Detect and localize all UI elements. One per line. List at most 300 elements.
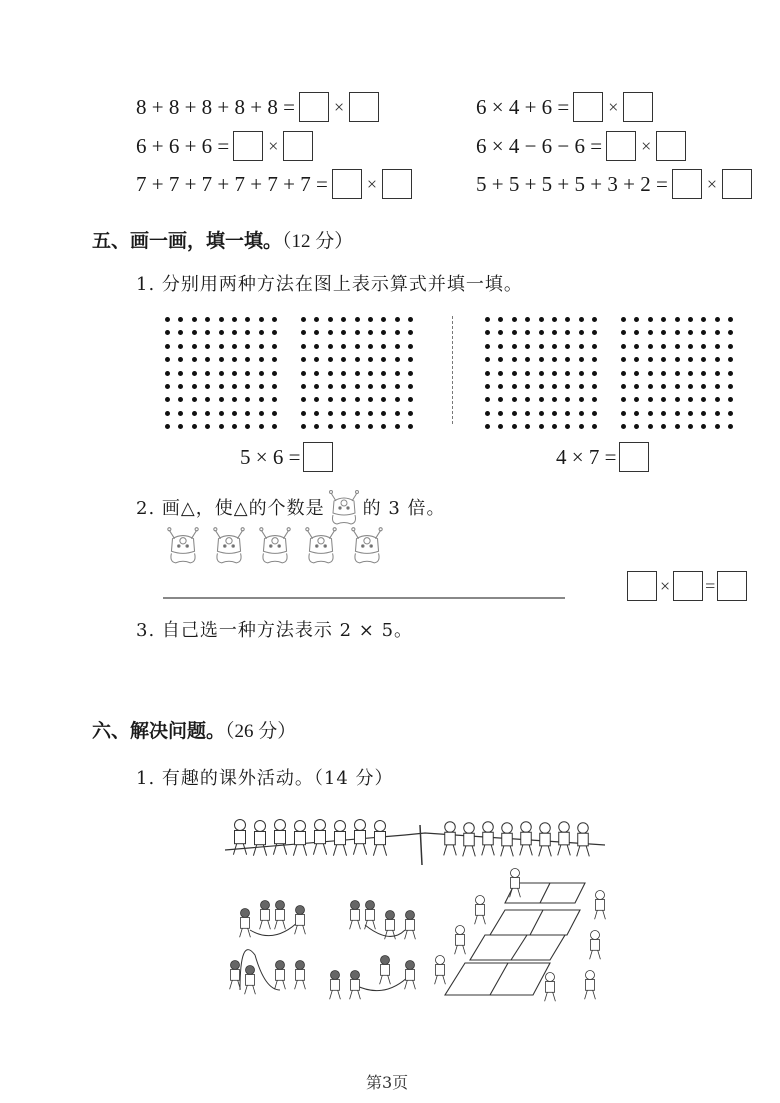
grid-dot — [395, 330, 400, 335]
grid-dot — [539, 411, 544, 416]
grid-dot — [272, 344, 277, 349]
person-icon — [577, 823, 590, 857]
grid-dot — [661, 397, 666, 402]
grid-dot — [165, 357, 170, 362]
grid-dot — [512, 411, 517, 416]
answer-box[interactable] — [573, 92, 603, 122]
grid-dot — [552, 330, 557, 335]
grid-dot — [272, 384, 277, 389]
grid-dot — [232, 424, 237, 429]
grid-dot — [485, 330, 490, 335]
grid-dot — [314, 397, 319, 402]
person-icon — [350, 971, 361, 1000]
person-icon — [333, 821, 346, 856]
grid-dot — [648, 411, 653, 416]
grid-dot — [552, 397, 557, 402]
grid-dot — [592, 344, 597, 349]
grid-dot — [498, 384, 503, 389]
grid-dot — [368, 371, 373, 376]
answer-box[interactable] — [283, 131, 313, 161]
grid-dot — [565, 384, 570, 389]
grid-dot — [314, 357, 319, 362]
grid-dot — [715, 424, 720, 429]
person-icon — [365, 901, 376, 930]
grid-dot — [408, 344, 413, 349]
grid-dot — [525, 397, 530, 402]
grid-dot — [565, 317, 570, 322]
equation-expression: 6 + 6 + 6 = — [136, 133, 230, 158]
grid-dot — [592, 330, 597, 335]
grid-dot — [512, 424, 517, 429]
answer-line[interactable] — [163, 597, 565, 599]
mascot-icon — [301, 524, 341, 566]
grid-dot — [634, 384, 639, 389]
answer-box[interactable] — [606, 131, 636, 161]
grid-dot — [715, 371, 720, 376]
grid-dot — [728, 344, 733, 349]
question-label: 1. 分别用两种方法在图上表示算式并填一填。 — [136, 274, 523, 295]
grid-dot — [395, 317, 400, 322]
grid-dot — [355, 317, 360, 322]
grid-dot — [621, 424, 626, 429]
grid-dot — [381, 344, 386, 349]
divider-dashed — [452, 316, 453, 424]
grid-dot — [579, 330, 584, 335]
answer-box[interactable] — [332, 169, 362, 199]
grid-dot — [552, 424, 557, 429]
grid-dot — [661, 424, 666, 429]
mascot-icon — [325, 487, 363, 527]
grid-dot — [661, 384, 666, 389]
grid-dot — [178, 411, 183, 416]
grid-dot — [395, 397, 400, 402]
person-icon — [482, 822, 495, 856]
grid-dot — [245, 371, 250, 376]
grid-dot — [634, 344, 639, 349]
grid-dot — [634, 330, 639, 335]
grid-dot — [328, 371, 333, 376]
grid-dot — [565, 357, 570, 362]
grid-dot — [341, 411, 346, 416]
grid-dot — [178, 357, 183, 362]
grid-dot — [579, 397, 584, 402]
question-text: 2. 画△，使△的个数是 — [136, 498, 325, 519]
person-icon — [520, 822, 533, 856]
grid-dot — [621, 317, 626, 322]
person-icon — [273, 820, 286, 855]
activity-illustration — [215, 805, 615, 1005]
grid-dot — [498, 411, 503, 416]
grid-dot — [381, 397, 386, 402]
answer-box[interactable] — [673, 571, 703, 601]
grid-dot — [408, 411, 413, 416]
grid-dot — [485, 384, 490, 389]
grid-dot — [205, 330, 210, 335]
equation-row — [476, 131, 686, 161]
grid-dot — [328, 424, 333, 429]
person-icon — [475, 896, 486, 925]
grid-dot — [661, 411, 666, 416]
person-icon — [275, 961, 286, 990]
grid-dot — [552, 344, 557, 349]
grid-dot — [301, 397, 306, 402]
grid-dot — [272, 330, 277, 335]
grid-dot — [579, 371, 584, 376]
grid-dot — [512, 330, 517, 335]
person-icon — [545, 973, 556, 1002]
grid-dot — [408, 330, 413, 335]
grid-dot — [219, 344, 224, 349]
person-icon — [590, 931, 601, 960]
grid-dot — [178, 371, 183, 376]
grid-dot — [525, 330, 530, 335]
grid-dot — [701, 411, 706, 416]
grid-dot — [565, 424, 570, 429]
grid-dot — [259, 330, 264, 335]
grid-dot — [728, 330, 733, 335]
grid-dot — [368, 411, 373, 416]
times-sign: × — [660, 575, 671, 596]
times-sign: × — [333, 96, 345, 117]
grid-dot — [621, 330, 626, 335]
answer-box[interactable] — [299, 92, 329, 122]
grid-dot — [648, 371, 653, 376]
grid-dot — [688, 397, 693, 402]
grid-dot — [485, 344, 490, 349]
person-icon — [260, 901, 271, 930]
grid-dot — [715, 344, 720, 349]
section-points: （26 分） — [225, 721, 297, 742]
grid-dot — [539, 357, 544, 362]
grid-dot — [328, 330, 333, 335]
mascot-icon — [255, 524, 295, 566]
grid-dot — [165, 397, 170, 402]
mascot-icon — [209, 524, 249, 566]
grid-dot — [525, 344, 530, 349]
grid-dot — [579, 411, 584, 416]
grid-dot — [539, 317, 544, 322]
grid-dot — [301, 344, 306, 349]
grid-dot — [552, 411, 557, 416]
grid-dot — [498, 357, 503, 362]
grid-dot — [165, 424, 170, 429]
answer-box[interactable] — [349, 92, 379, 122]
grid-dot — [219, 357, 224, 362]
grid-dot — [232, 371, 237, 376]
grid-dot — [688, 344, 693, 349]
person-icon — [558, 822, 571, 856]
grid-dot — [355, 424, 360, 429]
grid-dot — [341, 330, 346, 335]
grid-dot — [485, 411, 490, 416]
grid-dot — [355, 371, 360, 376]
grid-dot — [525, 384, 530, 389]
grid-dot — [688, 384, 693, 389]
grid-dot — [178, 397, 183, 402]
grid-dot — [192, 384, 197, 389]
person-icon — [595, 891, 606, 920]
times-sign: × — [268, 135, 279, 156]
grid-dot — [408, 424, 413, 429]
grid-dot — [552, 317, 557, 322]
answer-box[interactable] — [722, 169, 752, 199]
times-sign: × — [706, 173, 717, 194]
grid-dot — [661, 330, 666, 335]
grid-dot — [592, 371, 597, 376]
grid-dot — [715, 330, 720, 335]
answer-box[interactable] — [627, 571, 657, 601]
person-icon — [405, 961, 416, 990]
grid-dot — [648, 424, 653, 429]
grid-dot — [219, 330, 224, 335]
grid-dot — [328, 317, 333, 322]
grid-dot — [259, 424, 264, 429]
grid-dot — [688, 330, 693, 335]
grid-dot — [525, 411, 530, 416]
grid-equation-left — [240, 442, 333, 472]
grid-dot — [205, 357, 210, 362]
dot-grid[interactable] — [621, 317, 742, 438]
mascot-row — [163, 524, 387, 566]
grid-dot — [205, 424, 210, 429]
grid-dot — [728, 411, 733, 416]
grid-dot — [688, 424, 693, 429]
grid-dot — [675, 411, 680, 416]
grid-dot — [408, 384, 413, 389]
person-icon — [295, 961, 306, 990]
grid-dot — [381, 317, 386, 322]
grid-dot — [512, 357, 517, 362]
grid-dot — [701, 371, 706, 376]
grid-dot — [192, 411, 197, 416]
grid-dot — [328, 357, 333, 362]
grid-dot — [314, 384, 319, 389]
grid-dot — [178, 424, 183, 429]
grid-dot — [314, 344, 319, 349]
grid-dot — [232, 397, 237, 402]
grid-dot — [525, 357, 530, 362]
grid-dot — [498, 397, 503, 402]
grid-dot — [314, 424, 319, 429]
grid-dot — [219, 317, 224, 322]
grid-dot — [178, 317, 183, 322]
answer-box[interactable] — [623, 92, 653, 122]
equation-expression: 5 + 5 + 5 + 5 + 3 + 2 = — [476, 171, 668, 196]
person-icon — [385, 911, 396, 940]
grid-dot — [314, 317, 319, 322]
grid-dot — [621, 357, 626, 362]
person-icon — [463, 823, 476, 857]
question-label: 3. 自己选一种方法表示 2 × 5。 — [136, 620, 414, 641]
grid-dot — [178, 384, 183, 389]
grid-dot — [512, 384, 517, 389]
grid-dot — [675, 357, 680, 362]
grid-dot — [648, 330, 653, 335]
grid-dot — [408, 357, 413, 362]
grid-dot — [272, 371, 277, 376]
section-heading — [92, 226, 353, 253]
person-icon — [585, 971, 596, 1000]
grid-dot — [565, 330, 570, 335]
page-number: 第3页 — [366, 1073, 409, 1092]
answer-box[interactable] — [303, 442, 333, 472]
grid-dot — [715, 357, 720, 362]
grid-dot — [259, 371, 264, 376]
grid-dot — [341, 344, 346, 349]
section-heading — [92, 716, 296, 743]
grid-dot — [205, 384, 210, 389]
grid-dot — [219, 371, 224, 376]
grid-dot — [301, 424, 306, 429]
grid-dot — [552, 384, 557, 389]
grid-dot — [675, 397, 680, 402]
grid-dot — [192, 424, 197, 429]
grid-dot — [728, 371, 733, 376]
answer-box[interactable] — [382, 169, 412, 199]
grid-dot — [192, 344, 197, 349]
grid-dot — [368, 357, 373, 362]
grid-dot — [539, 397, 544, 402]
grid-dot — [565, 344, 570, 349]
person-icon — [295, 906, 306, 935]
dot-grid[interactable] — [485, 317, 606, 438]
grid-dot — [621, 411, 626, 416]
grid-dot — [381, 411, 386, 416]
grid-dot — [355, 411, 360, 416]
grid-dot — [485, 424, 490, 429]
mascot-icon — [347, 524, 387, 566]
grid-dot — [245, 397, 250, 402]
grid-dot — [648, 317, 653, 322]
grid-dot — [688, 317, 693, 322]
grid-dot — [232, 344, 237, 349]
answer-box[interactable] — [656, 131, 686, 161]
grid-dot — [565, 397, 570, 402]
grid-dot — [579, 424, 584, 429]
grid-dot — [301, 411, 306, 416]
grid-dot — [728, 317, 733, 322]
grid-dot — [165, 411, 170, 416]
grid-dot — [661, 344, 666, 349]
grid-dot — [314, 371, 319, 376]
grid-dot — [592, 357, 597, 362]
grid-dot — [368, 330, 373, 335]
grid-dot — [701, 330, 706, 335]
grid-dot — [165, 371, 170, 376]
grid-dot — [715, 397, 720, 402]
grid-dot — [525, 317, 530, 322]
grid-dot — [512, 344, 517, 349]
person-icon — [330, 971, 341, 1000]
question-text: 的 3 倍。 — [362, 498, 446, 519]
grid-dot — [368, 344, 373, 349]
section-title: 五、画一画，填一填。 — [92, 230, 283, 252]
equation-row — [476, 169, 752, 199]
equation-expression: 5 × 6 = — [240, 444, 301, 469]
grid-dot — [525, 424, 530, 429]
grid-dot — [688, 371, 693, 376]
grid-dot — [728, 384, 733, 389]
section-points: （12 分） — [282, 231, 354, 252]
grid-dot — [701, 344, 706, 349]
grid-dot — [165, 384, 170, 389]
answer-box[interactable] — [233, 131, 263, 161]
grid-dot — [301, 317, 306, 322]
dot-grid[interactable] — [301, 317, 422, 438]
grid-dot — [178, 344, 183, 349]
grid-dot — [245, 424, 250, 429]
grid-dot — [592, 424, 597, 429]
grid-dot — [728, 397, 733, 402]
grid-dot — [259, 411, 264, 416]
grid-dot — [192, 397, 197, 402]
grid-dot — [192, 357, 197, 362]
grid-dot — [205, 344, 210, 349]
grid-dot — [301, 371, 306, 376]
answer-box[interactable] — [717, 571, 747, 601]
grid-dot — [381, 384, 386, 389]
equation-expression: 7 + 7 + 7 + 7 + 7 + 7 = — [136, 171, 328, 196]
grid-dot — [328, 384, 333, 389]
grid-dot — [715, 384, 720, 389]
grid-dot — [539, 424, 544, 429]
person-icon — [435, 956, 446, 985]
grid-dot — [498, 317, 503, 322]
grid-dot — [579, 357, 584, 362]
grid-dot — [259, 357, 264, 362]
person-icon — [253, 821, 266, 856]
grid-dot — [512, 397, 517, 402]
grid-dot — [688, 411, 693, 416]
grid-dot — [395, 384, 400, 389]
person-icon — [380, 956, 391, 985]
grid-dot — [381, 357, 386, 362]
grid-dot — [205, 411, 210, 416]
grid-dot — [341, 371, 346, 376]
grid-dot — [485, 397, 490, 402]
grid-dot — [661, 317, 666, 322]
grid-dot — [592, 411, 597, 416]
grid-dot — [272, 411, 277, 416]
grid-dot — [165, 344, 170, 349]
grid-dot — [301, 384, 306, 389]
grid-dot — [634, 357, 639, 362]
answer-box[interactable] — [619, 442, 649, 472]
grid-dot — [634, 424, 639, 429]
grid-dot — [675, 384, 680, 389]
grid-dot — [341, 384, 346, 389]
grid-dot — [165, 317, 170, 322]
answer-box[interactable] — [672, 169, 702, 199]
grid-dot — [512, 371, 517, 376]
grid-dot — [368, 384, 373, 389]
grid-dot — [498, 330, 503, 335]
equation-row — [136, 169, 412, 199]
person-icon — [233, 820, 246, 855]
grid-dot — [539, 384, 544, 389]
grid-dot — [592, 384, 597, 389]
person-icon — [245, 966, 256, 995]
grid-dot — [314, 411, 319, 416]
person-icon — [293, 821, 306, 856]
dot-grid[interactable] — [165, 317, 286, 438]
grid-dot — [634, 411, 639, 416]
person-icon — [240, 909, 251, 938]
grid-dot — [621, 344, 626, 349]
grid-dot — [232, 384, 237, 389]
grid-dot — [355, 384, 360, 389]
grid-equation-right — [556, 442, 649, 472]
